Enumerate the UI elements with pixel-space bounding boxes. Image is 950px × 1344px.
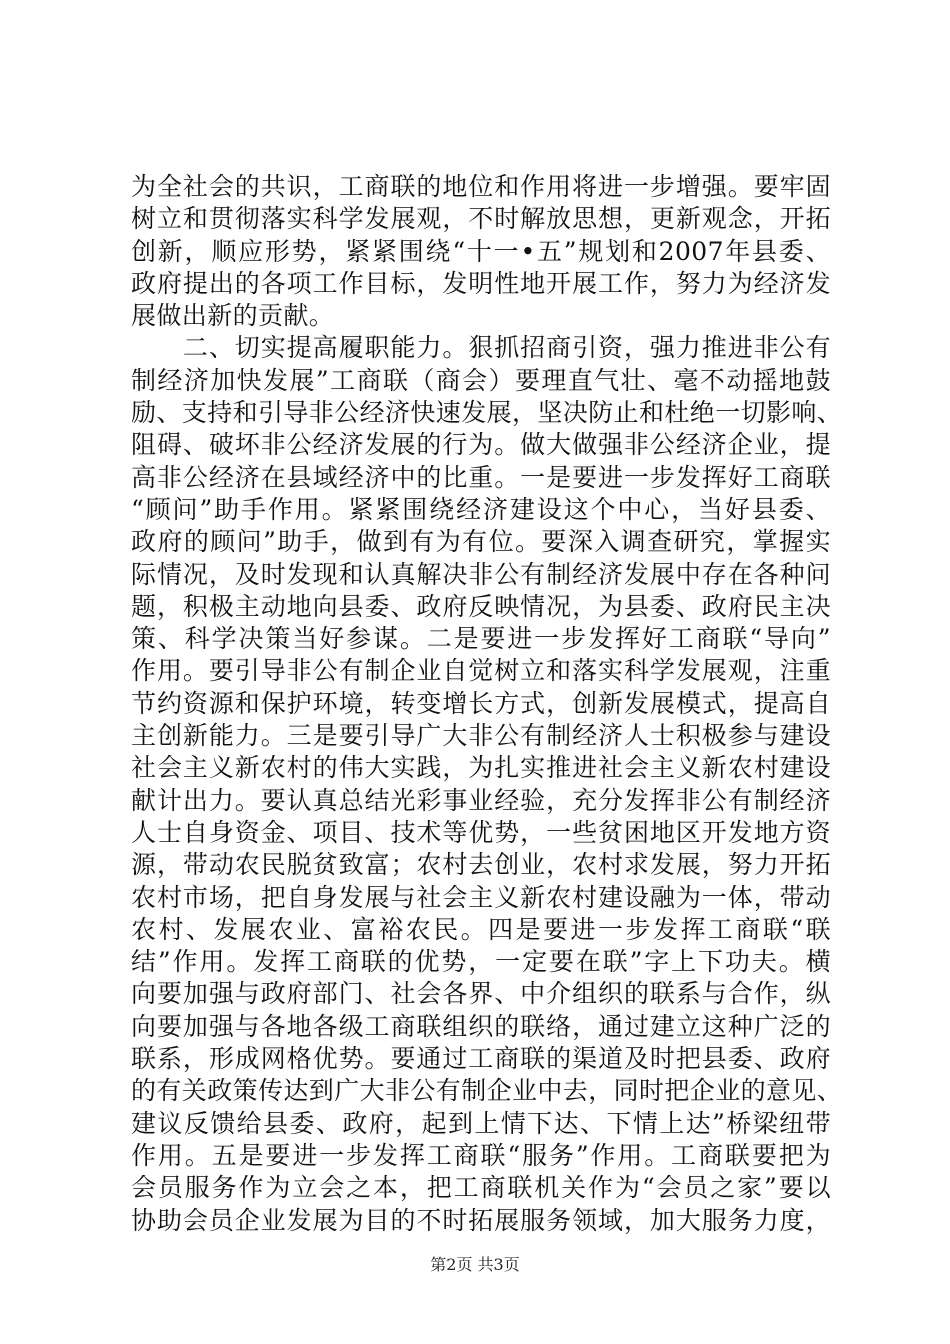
text-line: 创新，顺应形势，紧紧围绕“十一•五”规划和2007年县委、 bbox=[131, 236, 831, 266]
text-line: 献计出力。要认真总结光彩事业经验，充分发挥非公有制经济 bbox=[131, 785, 831, 815]
text-line: 向要加强与各地各级工商联组织的联络，通过建立这种广泛的 bbox=[131, 1011, 831, 1041]
text-line: 主创新能力。三是要引导广大非公有制经济人士积极参与建设 bbox=[131, 721, 831, 751]
text-line: 为全社会的共识，工商联的地位和作用将进一步增强。要牢固 bbox=[131, 172, 831, 201]
text-line: 人士自身资金、项目、技术等优势，一些贫困地区开发地方资 bbox=[131, 817, 831, 847]
text-line: 节约资源和保护环境，转变增长方式，创新发展模式，提高自 bbox=[131, 688, 831, 718]
text-line: 政府的顾问”助手，做到有为有位。要深入调查研究，掌握实 bbox=[131, 527, 831, 557]
text-line: 作用。五是要进一步发挥工商联“服务”作用。工商联要把为 bbox=[131, 1140, 831, 1170]
text-line: 阻碍、破坏非公经济发展的行为。做大做强非公经济企业，提 bbox=[131, 430, 831, 460]
text-line: 题，积极主动地向县委、政府反映情况，为县委、政府民主决 bbox=[131, 591, 831, 621]
text-line: 高非公经济在县域经济中的比重。一是要进一步发挥好工商联 bbox=[131, 462, 831, 492]
text-line: 农村市场，把自身发展与社会主义新农村建设融为一体，带动 bbox=[131, 882, 831, 912]
page-number: 第2页 共3页 bbox=[430, 1255, 520, 1274]
text-line: 建议反馈给县委、政府，起到上情下达、下情上达”桥梁纽带 bbox=[131, 1108, 831, 1138]
text-line: 向要加强与政府部门、社会各界、中介组织的联系与合作，纵 bbox=[131, 979, 831, 1009]
text-line: 源，带动农民脱贫致富；农村去创业，农村求发展，努力开拓 bbox=[131, 850, 831, 880]
body-text bbox=[131, 171, 843, 1237]
page-footer bbox=[0, 1255, 950, 1275]
text-line: 政府提出的各项工作目标，发明性地开展工作，努力为经济发 bbox=[131, 268, 831, 298]
text-line: 励、支持和引导非公经济快速发展，坚决防止和杜绝一切影响、 bbox=[131, 398, 843, 428]
text-line: 制经济加快发展”工商联（商会）要理直气壮、毫不动摇地鼓 bbox=[131, 365, 831, 395]
text-line: “顾问”助手作用。紧紧围绕经济建设这个中心，当好县委、 bbox=[131, 494, 831, 524]
text-line: 协助会员企业发展为目的不时拓展服务领域，加大服务力度， bbox=[131, 1205, 831, 1235]
text-line: 际情况，及时发现和认真解决非公有制经济发展中存在各种问 bbox=[131, 559, 831, 589]
text-line: 策、科学决策当好参谋。二是要进一步发挥好工商联“导向” bbox=[131, 624, 831, 654]
text-line: 二、切实提高履职能力。狠抓招商引资，强力推进非公有 bbox=[131, 333, 831, 363]
text-line: 会员服务作为立会之本，把工商联机关作为“会员之家”要以 bbox=[131, 1173, 831, 1203]
text-line: 社会主义新农村的伟大实践，为扎实推进社会主义新农村建设 bbox=[131, 753, 831, 783]
text-line: 联系，形成网格优势。要通过工商联的渠道及时把县委、政府 bbox=[131, 1044, 831, 1074]
text-line: 树立和贯彻落实科学发展观，不时解放思想，更新观念，开拓 bbox=[131, 204, 831, 234]
text-line: 的有关政策传达到广大非公有制企业中去，同时把企业的意见、 bbox=[131, 1076, 843, 1106]
text-line: 作用。要引导非公有制企业自觉树立和落实科学发展观，注重 bbox=[131, 656, 831, 686]
text-line: 结”作用。发挥工商联的优势，一定要在联”字上下功夫。横 bbox=[131, 947, 831, 977]
text-line: 展做出新的贡献。 bbox=[131, 301, 335, 331]
text-line: 农村、发展农业、富裕农民。四是要进一步发挥工商联“联 bbox=[131, 914, 831, 944]
